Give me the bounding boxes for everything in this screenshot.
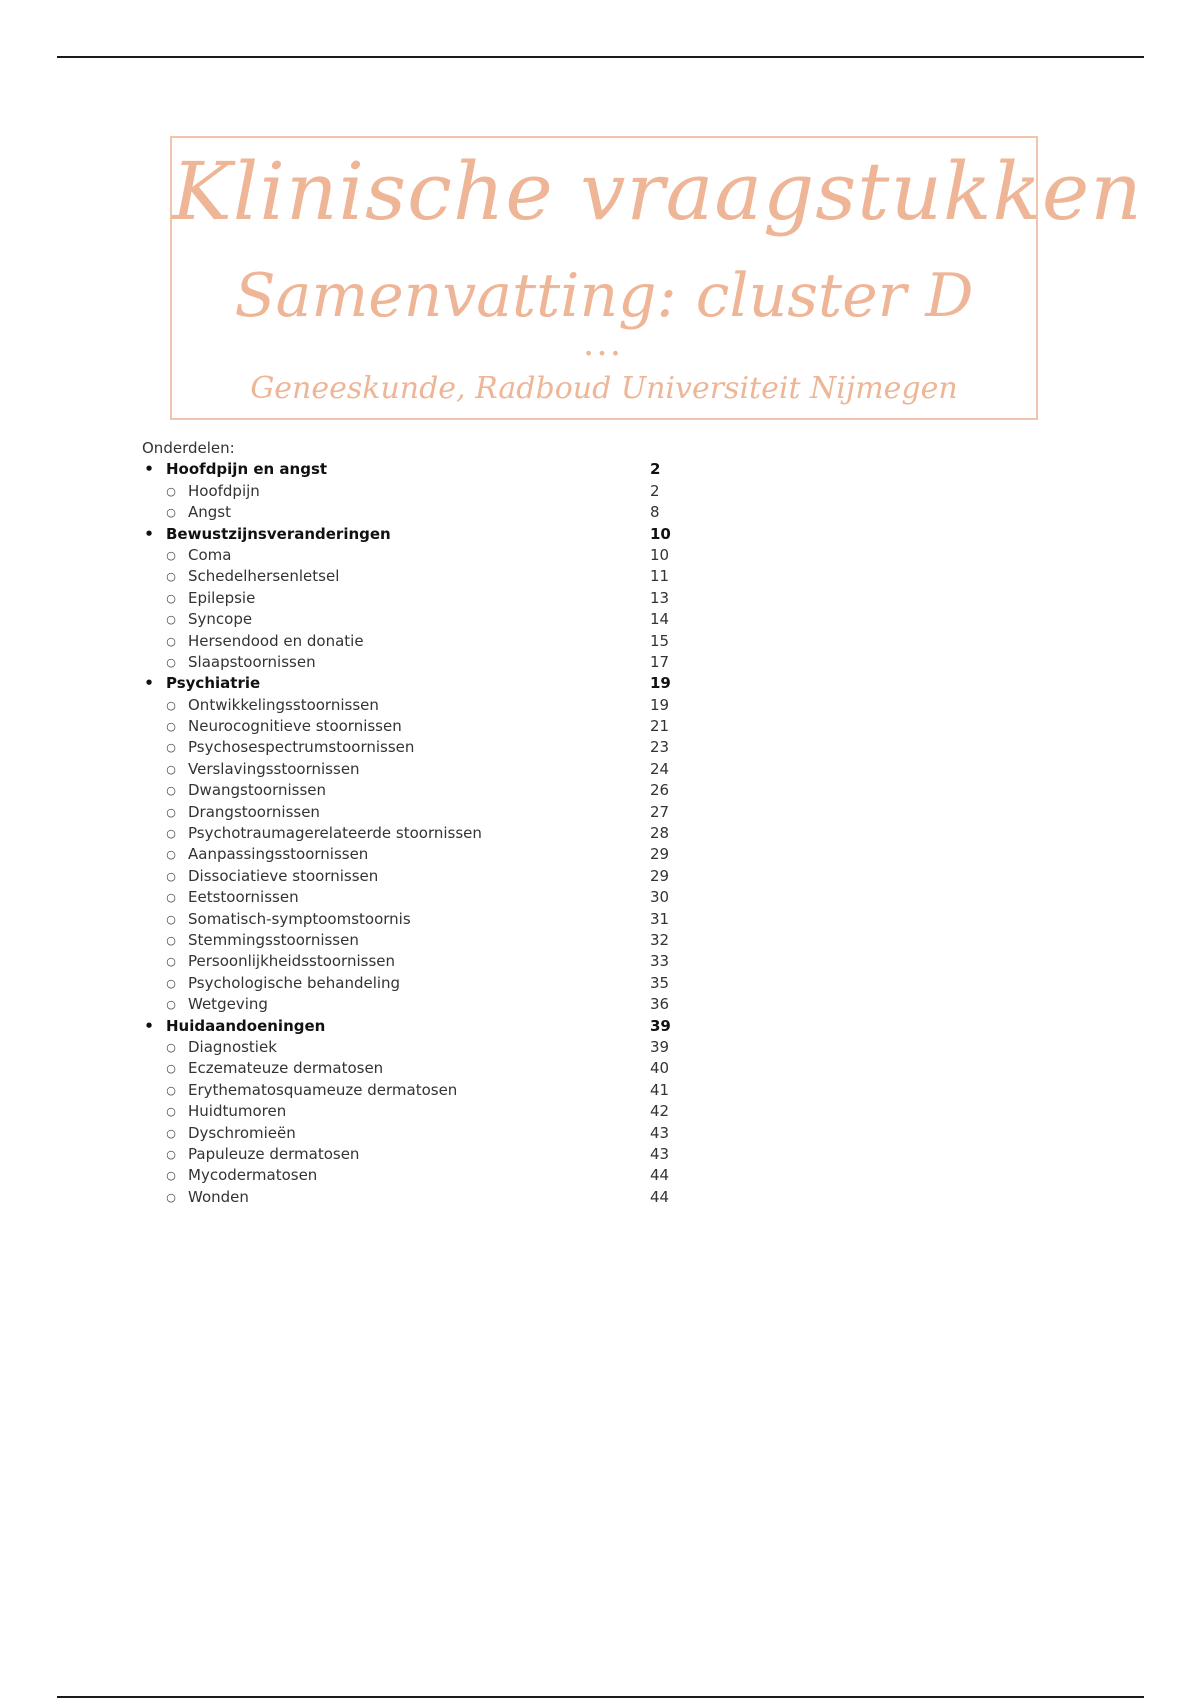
- toc-page-number: 44: [650, 1166, 670, 1185]
- title-banner: [170, 136, 1143, 420]
- circle-bullet-icon: ○: [166, 827, 176, 841]
- circle-bullet-icon: ○: [166, 698, 176, 712]
- toc-item[interactable]: [142, 1144, 702, 1165]
- toc-item[interactable]: [142, 652, 702, 673]
- toc-item-title: Psychosespectrumstoornissen: [188, 738, 415, 757]
- circle-bullet-icon: ○: [166, 891, 176, 905]
- toc-item-title: Psychotraumagerelateerde stoornissen: [188, 824, 482, 843]
- toc-page-number: 17: [650, 652, 670, 671]
- toc-page-number: 31: [650, 909, 670, 928]
- toc-item[interactable]: [142, 780, 702, 801]
- toc-item[interactable]: [142, 1165, 702, 1186]
- toc-item-title: Dwangstoornissen: [188, 781, 327, 800]
- toc-section[interactable]: [142, 459, 702, 480]
- toc-item-title: Dissociatieve stoornissen: [188, 866, 379, 885]
- circle-bullet-icon: ○: [166, 655, 176, 669]
- circle-bullet-icon: ○: [166, 912, 176, 926]
- bullet-icon: •: [144, 674, 154, 693]
- toc-item-title: Hoofdpijn: [188, 481, 260, 500]
- toc-page-number: 40: [650, 1059, 670, 1078]
- toc-item-title: Dyschromieën: [188, 1123, 296, 1142]
- toc-item-title: Papuleuze dermatosen: [188, 1144, 360, 1163]
- toc-page-number: 15: [650, 631, 670, 650]
- toc-section-title: Huidaandoeningen: [166, 1016, 326, 1035]
- toc-page-number: 32: [650, 930, 670, 949]
- toc-page-number: 39: [650, 1016, 671, 1035]
- toc-item-title: Diagnostiek: [188, 1037, 277, 1056]
- circle-bullet-icon: ○: [166, 1083, 176, 1097]
- toc-item[interactable]: [142, 909, 702, 930]
- circle-bullet-icon: ○: [166, 484, 176, 498]
- bullet-icon: •: [144, 524, 154, 543]
- toc-item[interactable]: [142, 994, 702, 1015]
- toc-item[interactable]: [142, 566, 702, 587]
- toc-item-title: Erythematosquameuze dermatosen: [188, 1080, 458, 1099]
- toc-item[interactable]: [142, 1101, 702, 1122]
- circle-bullet-icon: ○: [166, 998, 176, 1012]
- circle-bullet-icon: ○: [166, 591, 176, 605]
- toc-item[interactable]: [142, 759, 702, 780]
- toc-item-title: Huidtumoren: [188, 1102, 287, 1121]
- circle-bullet-icon: ○: [166, 548, 176, 562]
- footer-rule: [57, 1696, 1144, 1698]
- toc-item[interactable]: [142, 631, 702, 652]
- circle-bullet-icon: ○: [166, 720, 176, 734]
- toc-item-title: Epilepsie: [188, 588, 256, 607]
- toc-page-number: 2: [650, 460, 661, 479]
- toc-page-number: 27: [650, 802, 670, 821]
- circle-bullet-icon: ○: [166, 762, 176, 776]
- toc-item[interactable]: [142, 930, 702, 951]
- toc-page-number: 42: [650, 1102, 670, 1121]
- toc-page-number: 11: [650, 567, 670, 586]
- toc-page-number: 26: [650, 781, 670, 800]
- toc-item[interactable]: [142, 802, 702, 823]
- bullet-icon: •: [144, 1016, 154, 1035]
- toc-item[interactable]: [142, 1187, 702, 1208]
- circle-bullet-icon: ○: [166, 613, 176, 627]
- toc-item-title: Persoonlijkheidsstoornissen: [188, 952, 396, 971]
- toc-item[interactable]: [142, 973, 702, 994]
- toc-item-title: Psychologische behandeling: [188, 973, 401, 992]
- toc-item-title: Stemmingsstoornissen: [188, 930, 359, 949]
- circle-bullet-icon: ○: [166, 741, 176, 755]
- toc-heading: Onderdelen:: [142, 439, 235, 457]
- toc-item[interactable]: [142, 695, 702, 716]
- circle-bullet-icon: ○: [166, 634, 176, 648]
- circle-bullet-icon: ○: [166, 784, 176, 798]
- toc-item[interactable]: [142, 1080, 702, 1101]
- circle-bullet-icon: ○: [166, 848, 176, 862]
- circle-bullet-icon: ○: [166, 1040, 176, 1054]
- toc-item-title: Drangstoornissen: [188, 802, 320, 821]
- circle-bullet-icon: ○: [166, 1126, 176, 1140]
- toc-item-title: Coma: [188, 545, 232, 564]
- toc-item[interactable]: [142, 887, 702, 908]
- toc-item[interactable]: [142, 545, 702, 566]
- toc-section[interactable]: [142, 1016, 702, 1037]
- circle-bullet-icon: ○: [166, 976, 176, 990]
- toc-page-number: 44: [650, 1187, 670, 1206]
- toc-page-number: 41: [650, 1080, 670, 1099]
- toc-page-number: 43: [650, 1144, 670, 1163]
- toc-item-title: Slaapstoornissen: [188, 652, 316, 671]
- toc-section-title: Hoofdpijn en angst: [166, 460, 328, 479]
- toc-page-number: 23: [650, 738, 670, 757]
- circle-bullet-icon: ○: [166, 570, 176, 584]
- circle-bullet-icon: ○: [166, 1169, 176, 1183]
- toc-item-title: Eczemateuze dermatosen: [188, 1059, 384, 1078]
- toc-item-title: Syncope: [188, 610, 253, 629]
- toc-item[interactable]: [142, 823, 702, 844]
- bullet-icon: •: [144, 460, 154, 479]
- toc-page-number: 29: [650, 866, 670, 885]
- toc-item[interactable]: [142, 1058, 702, 1079]
- toc-page-number: 19: [650, 695, 670, 714]
- toc-item-title: Somatisch-symptoomstoornis: [188, 909, 411, 928]
- toc-item-title: Schedelhersenletsel: [188, 567, 340, 586]
- toc-section[interactable]: [142, 524, 702, 545]
- toc-item[interactable]: [142, 588, 702, 609]
- circle-bullet-icon: ○: [166, 1062, 176, 1076]
- toc-page-number: 21: [650, 717, 670, 736]
- toc-page-number: 14: [650, 610, 670, 629]
- circle-bullet-icon: ○: [166, 805, 176, 819]
- toc-item-title: Eetstoornissen: [188, 888, 299, 907]
- circle-bullet-icon: ○: [166, 1147, 176, 1161]
- circle-bullet-icon: ○: [166, 506, 176, 520]
- toc-page-number: 10: [650, 545, 670, 564]
- toc-section-title: Bewustzijnsveranderingen: [166, 524, 391, 543]
- toc-item-title: Angst: [188, 503, 231, 522]
- toc-page-number: 39: [650, 1037, 670, 1056]
- toc-item[interactable]: [142, 609, 702, 630]
- toc-item-title: Aanpassingsstoornissen: [188, 845, 369, 864]
- toc-item-title: Wonden: [188, 1187, 249, 1206]
- toc-page-number: 29: [650, 845, 670, 864]
- toc-item[interactable]: [142, 844, 702, 865]
- toc-item[interactable]: [142, 951, 702, 972]
- toc-item-title: Neurocognitieve stoornissen: [188, 717, 402, 736]
- toc-item-title: Wetgeving: [188, 995, 268, 1014]
- circle-bullet-icon: ○: [166, 955, 176, 969]
- toc-page-number: 19: [650, 674, 671, 693]
- toc-page-number: 35: [650, 973, 670, 992]
- toc-item[interactable]: [142, 866, 702, 887]
- toc-page-number: 2: [650, 481, 660, 500]
- toc-item-title: Hersendood en donatie: [188, 631, 364, 650]
- document-subtitle: Samenvatting: cluster D: [234, 261, 974, 331]
- document-title: Klinische vraagstukken: [172, 145, 1143, 238]
- toc-item-title: Mycodermatosen: [188, 1166, 318, 1185]
- ornament-dots: •••: [583, 344, 625, 363]
- toc-page-number: 24: [650, 759, 670, 778]
- toc-item[interactable]: [142, 716, 702, 737]
- toc-page-number: 43: [650, 1123, 670, 1142]
- table-of-contents: [142, 438, 702, 1208]
- circle-bullet-icon: ○: [166, 869, 176, 883]
- toc-page-number: 28: [650, 824, 670, 843]
- toc-item[interactable]: [142, 1123, 702, 1144]
- circle-bullet-icon: ○: [166, 1190, 176, 1204]
- toc-page-number: 10: [650, 524, 671, 543]
- toc-page-number: 33: [650, 952, 670, 971]
- toc-section-title: Psychiatrie: [166, 674, 261, 693]
- toc-page-number: 13: [650, 588, 670, 607]
- toc-page-number: 8: [650, 503, 660, 522]
- toc-item-title: Ontwikkelingsstoornissen: [188, 695, 379, 714]
- header-rule: [57, 56, 1144, 58]
- document-author: Geneeskunde, Radboud Universiteit Nijmegen: [250, 371, 958, 406]
- toc-item-title: Verslavingsstoornissen: [188, 759, 360, 778]
- circle-bullet-icon: ○: [166, 1105, 176, 1119]
- toc-page-number: 30: [650, 888, 670, 907]
- toc-item[interactable]: [142, 1037, 702, 1058]
- toc-item[interactable]: [142, 502, 702, 523]
- toc-item[interactable]: [142, 481, 702, 502]
- toc-page-number: 36: [650, 995, 670, 1014]
- circle-bullet-icon: ○: [166, 933, 176, 947]
- toc-section[interactable]: [142, 673, 702, 694]
- toc-item[interactable]: [142, 737, 702, 758]
